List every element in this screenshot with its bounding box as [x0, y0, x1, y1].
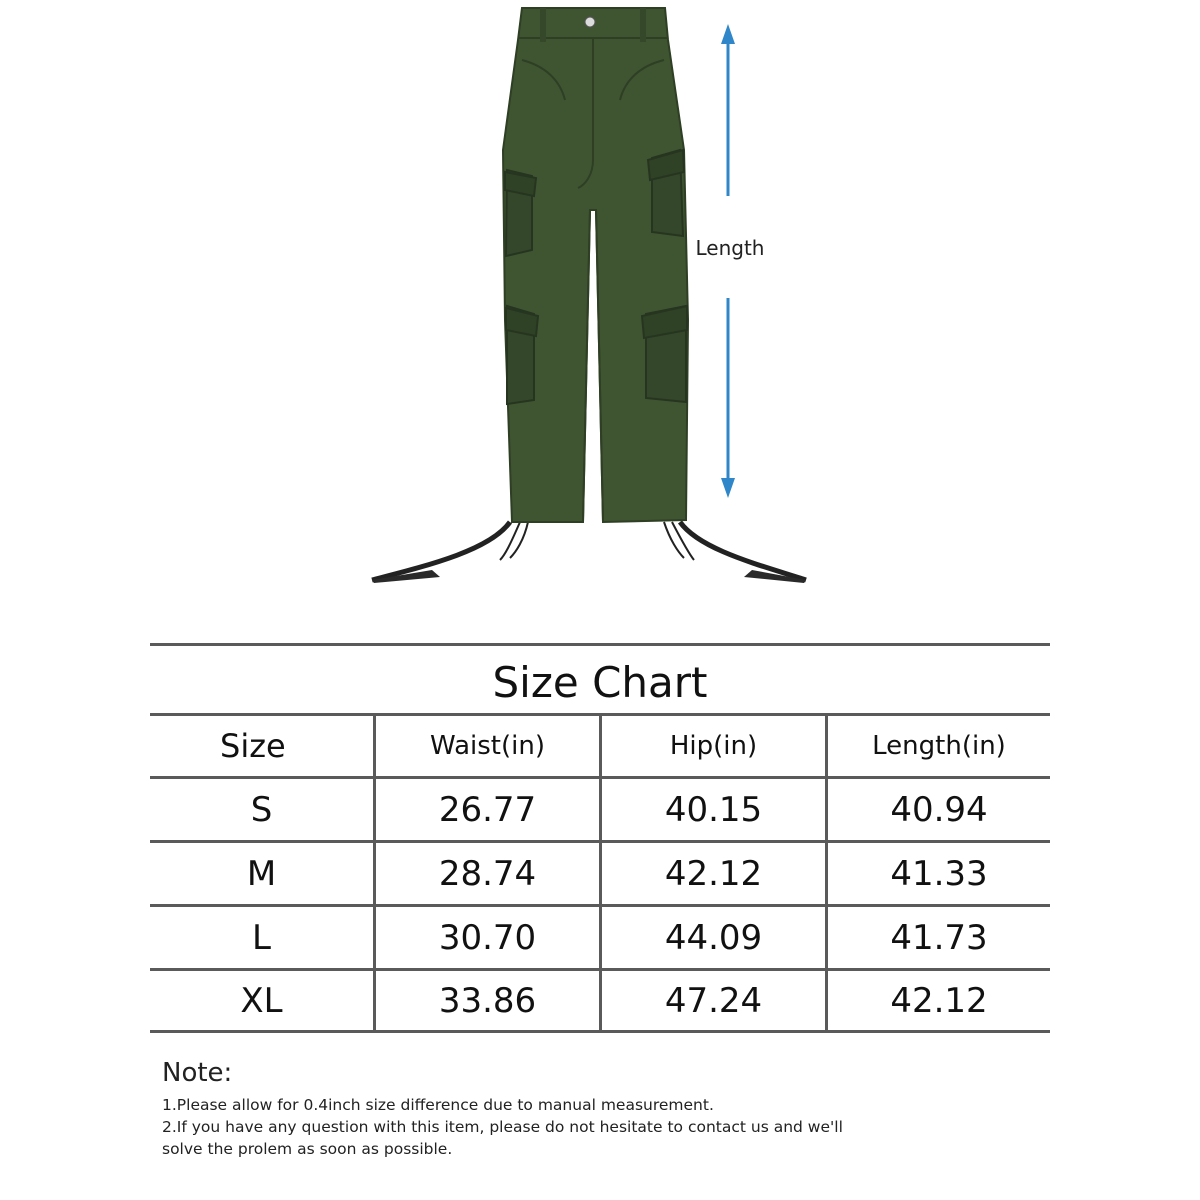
waist-button [585, 17, 595, 27]
note-line: solve the prolem as soon as possible. [162, 1140, 453, 1158]
note-section [162, 1058, 922, 1160]
size-cell: L [252, 917, 271, 958]
note-line: 1.Please allow for 0.4inch size difference due to manual measurement. [162, 1096, 714, 1114]
hip-cell: 44.09 [664, 917, 763, 958]
header-waist: Waist(in) [430, 731, 545, 761]
waist-cell: 30.70 [438, 917, 537, 958]
table-row [150, 971, 1050, 1030]
hip-cell: 42.12 [664, 853, 763, 894]
header-size: Size [220, 727, 286, 765]
header-length: Length(in) [872, 731, 1006, 761]
left-drawstring [372, 522, 510, 580]
pants-body [503, 8, 688, 522]
note-title: Note: [162, 1058, 233, 1088]
hip-cell: 40.15 [664, 789, 763, 830]
arrow-down-icon [721, 478, 735, 498]
note-line: 2.If you have any question with this item, please do not hesitate to contact us and we'll [162, 1118, 843, 1136]
right-drawstring [680, 522, 806, 580]
header-hip: Hip(in) [669, 731, 758, 761]
arrow-up-icon [721, 24, 735, 44]
table-row [150, 907, 1050, 968]
table-header-row [150, 716, 1050, 776]
size-cell: XL [240, 980, 283, 1021]
size-cell: S [250, 789, 273, 830]
length-cell: 41.33 [890, 853, 988, 894]
length-label: Length [695, 236, 765, 260]
length-cell: 41.73 [890, 917, 988, 958]
table-row [150, 843, 1050, 904]
length-cell: 40.94 [890, 789, 988, 830]
table-top-rule [150, 643, 1050, 646]
waist-cell: 33.86 [438, 980, 537, 1021]
hip-cell: 47.24 [664, 980, 763, 1021]
length-cell: 42.12 [890, 980, 988, 1021]
size-chart-title: Size Chart [492, 658, 708, 707]
size-chart-table [150, 643, 1050, 1033]
waist-cell: 26.77 [438, 789, 537, 830]
size-cell: M [246, 853, 277, 894]
waist-cell: 28.74 [438, 853, 537, 894]
table-row [150, 779, 1050, 840]
